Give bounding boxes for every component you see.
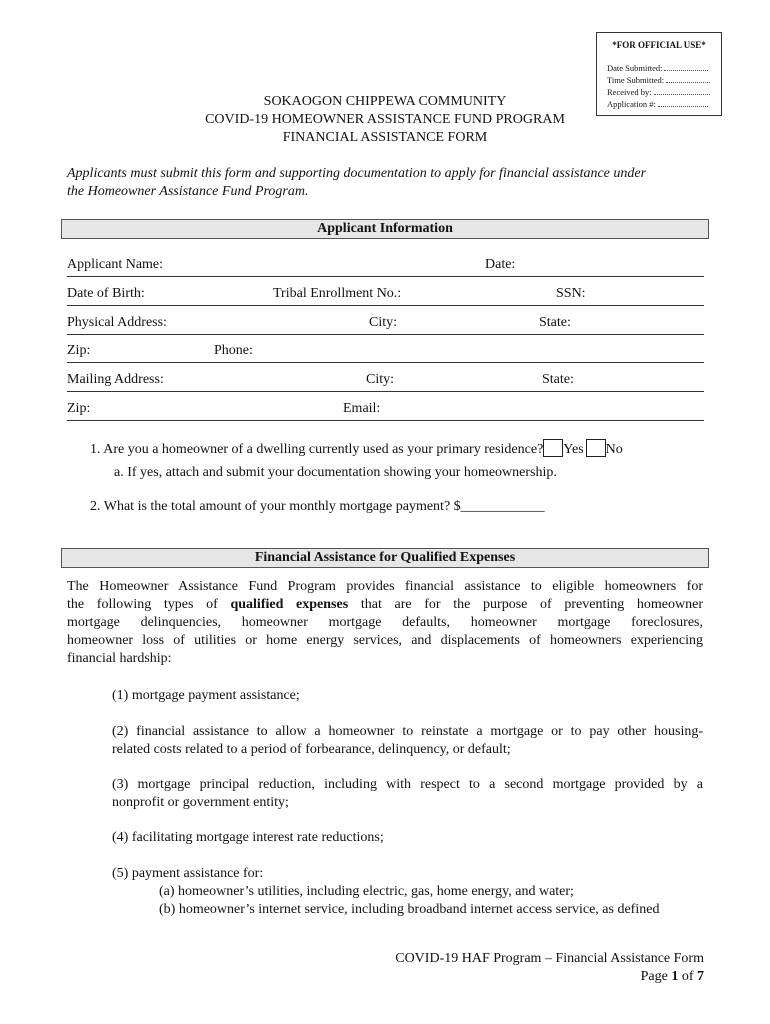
zip-label: Zip: (67, 343, 91, 358)
official-use-title: *FOR OFFICIAL USE* (612, 40, 706, 50)
item-1: (1) mortgage payment assistance; (112, 688, 300, 703)
org-name: SOKAOGON CHIPPEWA COMMUNITY (263, 94, 507, 109)
item-2-line-1: (2) financial assistance to allow a homeowner to reinstate a mortgage or to pay other housing- (112, 724, 703, 739)
yes-label: Yes (563, 442, 584, 457)
received-by-line: Received by: (607, 87, 710, 97)
item-5: (5) payment assistance for: (112, 866, 264, 881)
paragraph-line-4: homeowner loss of utilities or home energy services, and displacements of homeowners experiencing (67, 633, 703, 648)
phone-label: Phone: (214, 343, 253, 358)
question-1a: a. If yes, attach and submit your documentation showing your homeownership. (114, 465, 557, 480)
qualified-expenses-emphasis: qualified expenses (230, 597, 349, 612)
mailing-address-row[interactable] (67, 371, 704, 392)
question-2[interactable]: 2. What is the total amount of your monthly mortgage payment? $____________ (90, 499, 545, 514)
question-1-text: 1. Are you a homeowner of a dwelling currently used as your primary residence? (90, 442, 544, 457)
paragraph-line-1: The Homeowner Assistance Fund Program provides financial assistance to eligible homeowners for (67, 579, 703, 594)
paragraph-line-2: the following types of qualified expenses that are for the purpose of preventing homeowner (67, 597, 704, 612)
item-3-line-1: (3) mortgage principal reduction, including with respect to a second mortgage provided by a (112, 777, 703, 792)
applicant-name-row[interactable] (67, 256, 704, 277)
mailing-address-label: Mailing Address: (67, 372, 164, 387)
email-label: Email: (343, 401, 381, 416)
no-label: No (605, 442, 623, 457)
tribal-no-label: Tribal Enrollment No.: (273, 286, 402, 301)
item-2-line-2: related costs related to a period of forbearance, delinquency, or default; (112, 742, 511, 757)
zip-phone-row[interactable] (67, 342, 704, 363)
time-submitted-line: Time Submitted: (607, 75, 710, 85)
application-number-line: Application #: (607, 99, 708, 109)
expenses-header: Financial Assistance for Qualified Expenses (61, 548, 709, 568)
item-5a: (a) homeowner’s utilities, including electric, gas, home energy, and water; (159, 884, 574, 899)
item-3-line-2: nonprofit or government entity; (112, 795, 289, 810)
yes-checkbox[interactable] (543, 439, 563, 457)
footer-title: COVID-19 HAF Program – Financial Assistance Form (395, 951, 704, 966)
form-title: FINANCIAL ASSISTANCE FORM (282, 130, 488, 145)
zip-email-row[interactable] (67, 400, 704, 421)
city-label: City: (369, 315, 398, 330)
intro-line-2: the Homeowner Assistance Fund Program. (67, 184, 309, 199)
mailing-city-label: City: (366, 372, 395, 387)
date-label: Date: (485, 257, 516, 272)
state-label: State: (539, 315, 571, 330)
question-1 (90, 439, 623, 458)
mailing-zip-label: Zip: (67, 401, 91, 416)
ssn-label: SSN: (556, 286, 586, 301)
intro-line-1: Applicants must submit this form and supporting documentation to apply for financial assistance under (67, 166, 647, 181)
dob-row[interactable] (67, 285, 704, 306)
paragraph-line-5: financial hardship: (67, 651, 172, 666)
date-submitted-line: Date Submitted: (607, 63, 708, 73)
applicant-info-header: Applicant Information (61, 219, 709, 239)
program-title: COVID-19 HOMEOWNER ASSISTANCE FUND PROGRAM (205, 112, 565, 127)
no-checkbox[interactable] (586, 439, 606, 457)
physical-address-row[interactable] (67, 314, 704, 335)
paragraph-line-3: mortgage delinquencies, homeowner mortgage defaults, homeowner mortgage foreclosures, (67, 615, 703, 630)
applicant-name-label: Applicant Name: (67, 257, 164, 272)
dob-label: Date of Birth: (67, 286, 145, 301)
item-5b: (b) homeowner’s internet service, including broadband internet access service, as defined (159, 902, 660, 917)
item-4: (4) facilitating mortgage interest rate reductions; (112, 830, 384, 845)
physical-address-label: Physical Address: (67, 315, 167, 330)
page-number: Page 1 of 7 (640, 969, 704, 984)
mailing-state-label: State: (542, 372, 574, 387)
